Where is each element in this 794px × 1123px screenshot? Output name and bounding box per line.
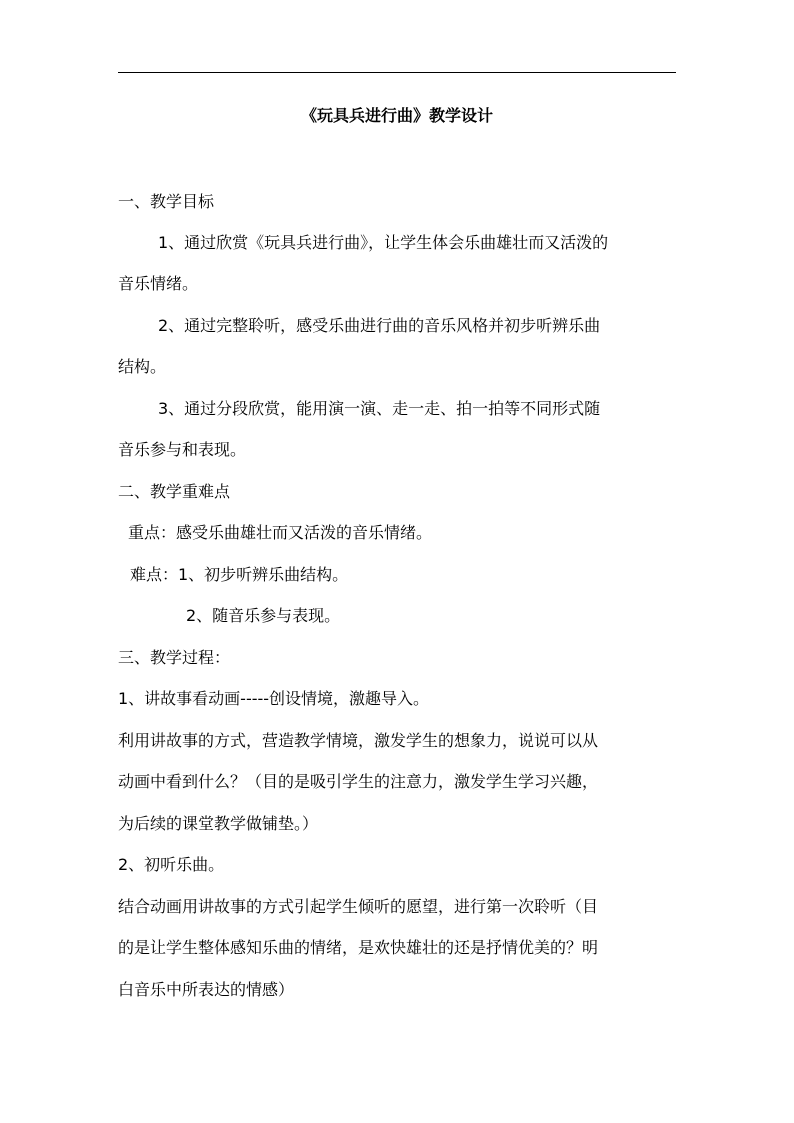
paragraph-line: 的是让学生整体感知乐曲的情绪，是欢快雄壮的还是抒情优美的？明 — [118, 938, 599, 957]
key-point-line: 重点：感受乐曲雄壮而又活泼的音乐情绪。 — [128, 523, 433, 542]
paragraph-line: 利用讲故事的方式，营造教学情境，激发学生的想象力，说说可以从 — [118, 731, 599, 750]
paragraph-line: 2、通过完整聆听，感受乐曲进行曲的音乐风格并初步听辨乐曲 — [158, 316, 601, 335]
paragraph-line: 结合动画用讲故事的方式引起学生倾听的愿望，进行第一次聆听（目 — [118, 897, 599, 916]
paragraph-line: 动画中看到什么？（目的是吸引学生的注意力，激发学生学习兴趣， — [118, 772, 599, 791]
section-heading-key-points: 二、教学重难点 — [118, 482, 231, 501]
paragraph-line: 1、通过欣赏《玩具兵进行曲》，让学生体会乐曲雄壮而又活泼的 — [158, 233, 609, 252]
section-heading-process: 三、教学过程： — [118, 648, 231, 667]
section-heading-objectives: 一、教学目标 — [118, 192, 215, 211]
paragraph-line: 白音乐中所表达的情感） — [118, 980, 295, 999]
paragraph-line: 3、通过分段欣赏，能用演一演、走一走、拍一拍等不同形式随 — [158, 399, 601, 418]
paragraph-line: 为后续的课堂教学做铺垫。） — [118, 814, 319, 833]
difficulty-line: 2、随音乐参与表现。 — [186, 606, 341, 625]
paragraph-line: 结构。 — [118, 357, 167, 376]
document-title: 《玩具兵进行曲》教学设计 — [300, 106, 493, 125]
header-rule — [118, 72, 676, 73]
paragraph-line: 音乐情绪。 — [118, 274, 199, 293]
step-heading: 2、初听乐曲。 — [118, 855, 225, 874]
step-heading: 1、讲故事看动画-----创设情境，激趣导入。 — [118, 689, 430, 708]
difficulty-line: 难点：1、初步听辨乐曲结构。 — [130, 565, 349, 584]
paragraph-line: 音乐参与和表现。 — [118, 440, 247, 459]
